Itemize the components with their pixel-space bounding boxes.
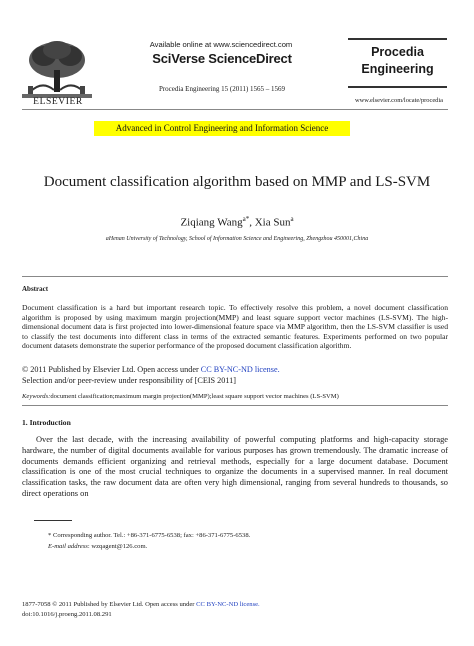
keywords-text: document classification;maximum margin projection(MMP);least square support vector machines (LS-SVM) [50,393,339,400]
corresponding-author-footnote: * Corresponding author. Tel.: +86-371-6775-6538; fax: +86-371-6775-6538. [48,532,251,539]
journal-citation: Procedia Engineering 15 (2011) 1565 – 1569 [158,85,286,93]
doi-line[interactable]: doi:10.1016/j.proeng.2011.08.291 [22,611,112,618]
keywords-label: Keywords: [22,393,51,400]
author-line [60,215,414,229]
introduction-heading: 1. Introduction [22,418,71,427]
author-affiliation-mark: a [290,215,294,223]
email-label: E-mail address [48,543,88,550]
peer-review-line: Selection and/or peer-review under responsibility of [CEIS 2011] [22,375,236,385]
footnote-divider [34,520,72,521]
license-link[interactable]: CC BY-NC-ND license. [200,365,280,374]
journal-name-line1: Procedia [371,45,424,59]
footer-license-link[interactable]: CC BY-NC-ND license. [196,601,260,608]
paper-title: Document classification algorithm based on MMP and LS-SVM [43,174,431,190]
conference-banner: Advanced in Control Engineering and Information Science [94,121,350,136]
abstract-text: Document classification is a hard but important research topic. To effectively resolve this problem, a novel document classification algorithm is proposed by using maximum margin projection(MMP) and least square support vector machines (LS-SVM). The high-dimensional document data is first projected into lower-dimensional feature space via MMP algorithm, then the LS-SVM classifier is used to classify the test documents into different class in terms of the extracted semantic features. Experiments performed on two popular document datasets demonstrate the superior performance of the proposed document classification algorithm. [22,303,448,351]
keywords-line [22,393,448,400]
author-affiliation-mark: a* [242,215,250,223]
author-name: Xia Sun [254,216,291,229]
email-address[interactable]: : wzqagent@126.com. [87,543,148,550]
sciverse-sciencedirect-logo: SciVerse ScienceDirect [152,51,292,66]
copyright-text: © 2011 Published by Elsevier Ltd. Open access under [22,365,201,374]
publisher-name: ELSEVIER [33,97,83,107]
elsevier-tree-logo [22,40,92,98]
journal-url[interactable]: www.elsevier.com/locate/procedia [355,97,443,104]
author-separator: , [249,216,255,229]
header-divider [22,109,448,110]
introduction-text: Over the last decade, with the increasing availability of powerful computing platforms and high-capacity storage hardware, the number of digital documents available for various purposes has grown tremendously. The dramatic increase of documents demands efficient organizing and retrieval methods, especially for a large document database. Document classification is one of the most crucial techniques to organize the documents in a supervised manner. In real document classification tasks, the raw document data are often very high dimensional, ranging from several hundreds to thousands, so direct operations on [22,435,448,498]
copyright-line [22,365,448,376]
affiliation: aHenan University of Technology, School of Information Science and Engineering, Zhengzhou 450001,China [105,236,369,242]
abstract-divider [22,276,448,277]
copyright-block [22,365,448,386]
abstract-heading: Abstract [22,285,49,293]
email-footnote [48,543,147,550]
journal-logo-text [350,44,445,78]
issn-line [22,601,260,608]
available-online-text: Available online at www.sciencedirect.com [149,40,293,49]
author-name: Ziqiang Wang [180,216,243,229]
issn-text: 1877-7058 © 2011 Published by Elsevier Ltd. Open access under [22,601,197,608]
journal-name-line2: Engineering [361,62,434,76]
keywords-divider [22,405,448,406]
